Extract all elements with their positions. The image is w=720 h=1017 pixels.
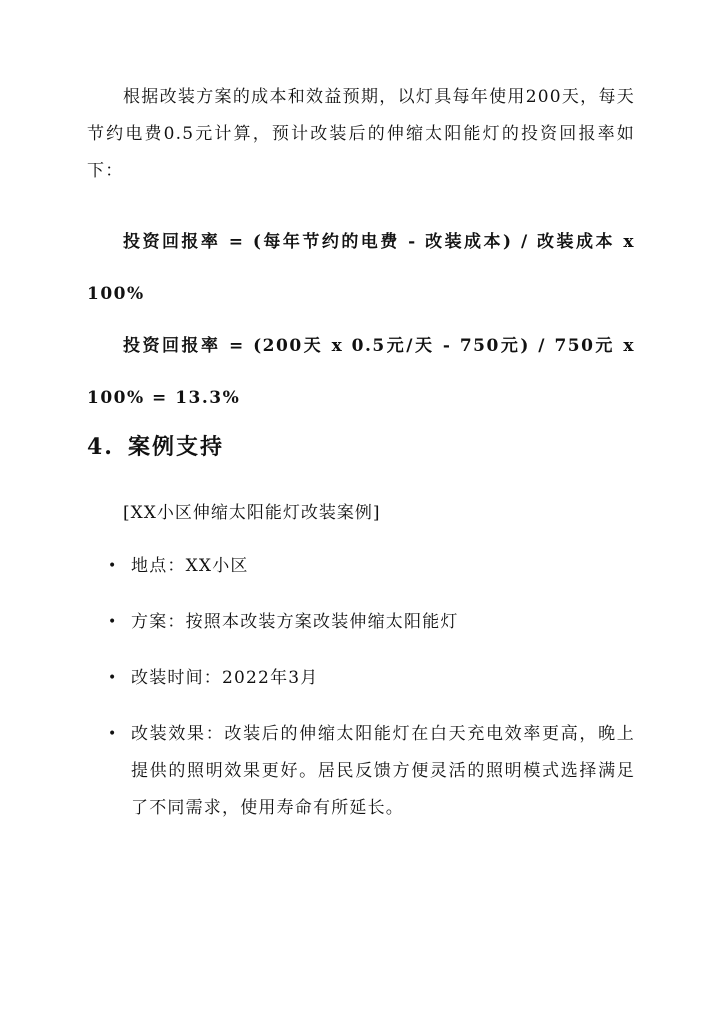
bullet-icon: •: [108, 670, 118, 686]
bullet-icon: •: [108, 558, 118, 574]
list-item: [87, 604, 635, 641]
intro-paragraph: 根据改装方案的成本和效益预期，以灯具每年使用200天，每天节约电费0.5元计算，预计改装后的伸缩太阳能灯的投资回报率如下：: [87, 87, 635, 181]
list-item-text: 方案：按照本改装方案改装伸缩太阳能灯: [131, 612, 459, 632]
case-title: [XX小区伸缩太阳能灯改装案例]: [123, 503, 381, 523]
list-item: [87, 660, 635, 697]
list-item-text: 地点：XX小区: [131, 556, 249, 576]
section-number: 4.: [87, 434, 114, 460]
list-item: [87, 716, 635, 827]
formula-calculation: 投资回报率 = (200天 x 0.5元/天 - 750元) / 750元 x 100% = 13.3%: [87, 336, 635, 408]
list-item: [87, 548, 635, 585]
formula-general: 投资回报率 = (每年节约的电费 - 改装成本) / 改装成本 x 100%: [87, 232, 635, 304]
section-heading: [87, 430, 224, 461]
section-title: 案例支持: [127, 434, 224, 460]
list-item-text: 改装时间：2022年3月: [131, 668, 319, 688]
case-detail-list: [87, 548, 635, 846]
list-item-text: 改装效果：改装后的伸缩太阳能灯在白天充电效率更高，晚上提供的照明效果更好。居民反馈方便灵活的照明模式选择满足了不同需求，使用寿命有所延长。: [131, 724, 635, 818]
bullet-icon: •: [108, 614, 118, 630]
bullet-icon: •: [108, 726, 118, 742]
